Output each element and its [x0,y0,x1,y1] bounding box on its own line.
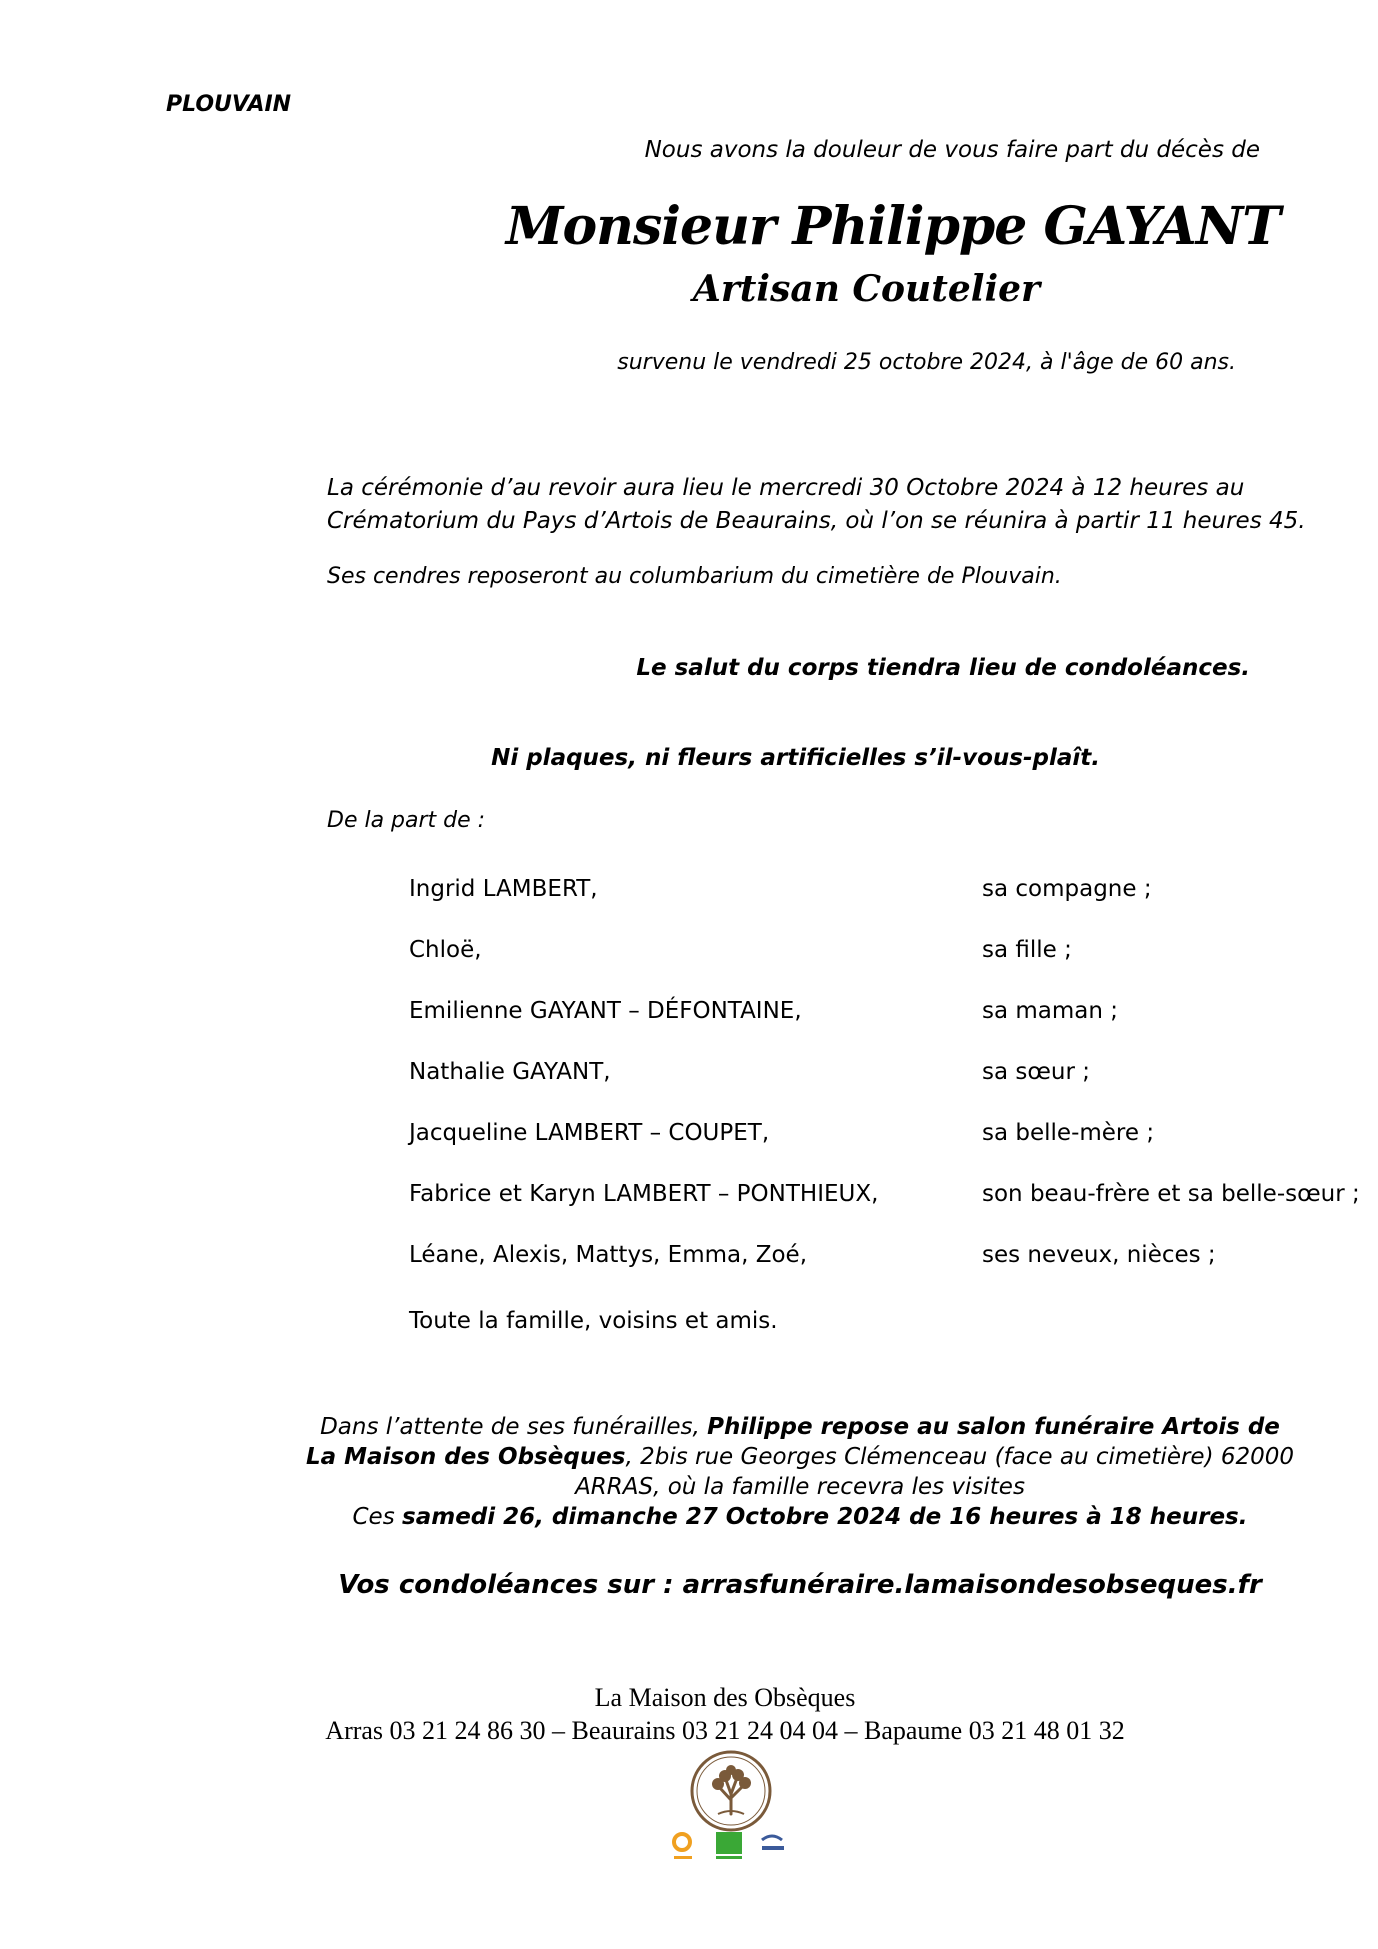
deceased-name: Monsieur Philippe GAYANT [505,196,1280,257]
family-member-relation: sa fille ; [982,937,1072,963]
notice-part-2: Philippe repose au salon funéraire Artois de [707,1414,1280,1440]
no-plaques-text: Ni plaques, ni fleurs artificielles s’il-vous-plaît. [491,745,1100,771]
notice-part-1: Dans l’attente de ses funérailles, [320,1414,708,1440]
family-member-name: Chloë, [409,937,482,963]
ceremony-line-2: Crématorium du Pays d’Artois de Beaurains, où l’on se réunira à partir 11 heures 45. [327,508,1306,534]
town-name: PLOUVAIN [166,92,292,117]
ashes-text: Ses cendres reposeront au columbarium du cimetière de Plouvain. [327,564,1062,589]
footer-company: La Maison des Obsèques [594,1683,856,1712]
notice-part-5: ARRAS, où la famille recevra les visites [575,1474,1025,1500]
family-member-name: Emilienne GAYANT – DÉFONTAINE, [409,998,802,1024]
family-member-name: Ingrid LAMBERT, [409,876,598,902]
family-member-name: Jacqueline LAMBERT – COUPET, [409,1120,770,1146]
family-member-relation: sa belle-mère ; [982,1120,1155,1146]
death-date: survenu le vendredi 25 octobre 2024, à l'âge de 60 ans. [617,350,1236,375]
notice-part-3: La Maison des Obsèques [305,1444,626,1470]
family-member-name: Nathalie GAYANT, [409,1059,611,1085]
condolences-link: Vos condoléances sur : arrasfunéraire.lamaisondesobseques.fr [338,1570,1262,1600]
announcement-intro: Nous avons la douleur de vous faire part du décès de [644,137,1260,163]
family-member-relation: sa maman ; [982,998,1119,1024]
ceremony-line-1: La cérémonie d’au revoir aura lieu le mercredi 30 Octobre 2024 à 12 heures au [327,475,1245,501]
family-member-relation: sa sœur ; [982,1059,1090,1085]
notice-part-7: samedi 26, dimanche 27 Octobre 2024 de 16 heures à 18 heures. [402,1504,1248,1530]
family-member-name: Fabrice et Karyn LAMBERT – PONTHIEUX, [409,1181,879,1207]
family-member-relation: sa compagne ; [982,876,1152,902]
family-intro: De la part de : [327,808,486,833]
tree-logo-icon [688,1748,774,1834]
footer-phones: Arras 03 21 24 86 30 – Beaurains 03 21 24 04 04 – Bapaume 03 21 48 01 32 [325,1716,1125,1745]
deceased-profession: Artisan Coutelier [692,268,1040,310]
notice-part-6: Ces [352,1504,403,1530]
ceremony-text [327,472,1307,538]
partner-logos-icon [670,1826,790,1870]
family-everyone: Toute la famille, voisins et amis. [409,1308,778,1334]
salut-text: Le salut du corps tiendra lieu de condoléances. [636,655,1250,681]
family-member-relation: ses neveux, nièces ; [982,1242,1216,1268]
family-member-relation: son beau-frère et sa belle-sœur ; [982,1181,1360,1207]
notice-part-4: , 2bis rue Georges Clémenceau (face au cimetière) 62000 [625,1444,1295,1470]
family-member-name: Léane, Alexis, Mattys, Emma, Zoé, [409,1242,808,1268]
visitation-notice [300,1412,1300,1532]
